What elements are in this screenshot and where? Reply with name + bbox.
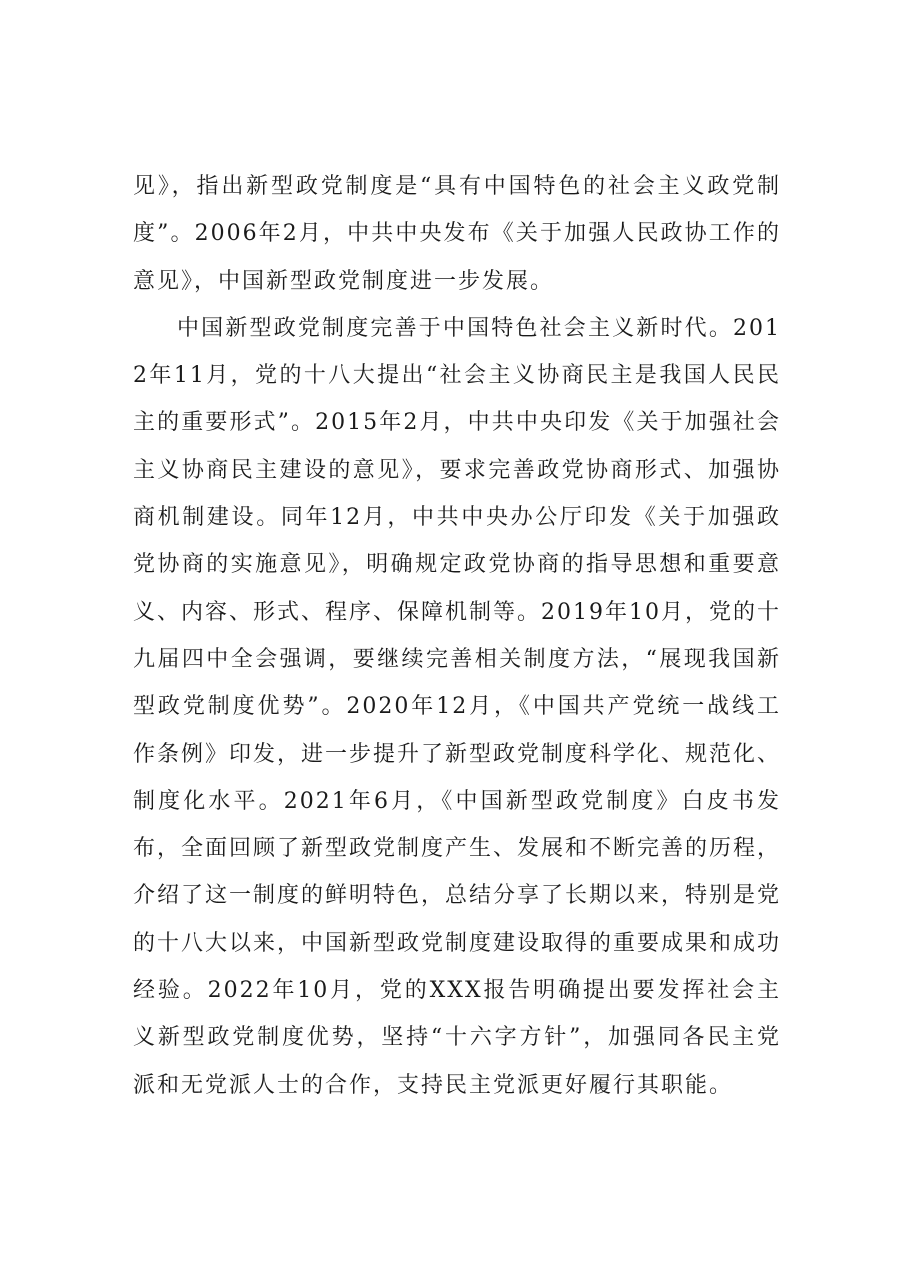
paragraph-new-era: 中国新型政党制度完善于中国特色社会主义新时代。2012年11月，党的十八大提出“社会主义协商民主是我国人民民主的重要形式”。2015年2月，中共中央印发《关于加强社会主义协商民主建设的意见》，要求完善政党协商形式、加强协商机制建设。同年12月，中共中央办公厅印发《关于加强政党协商的实施意见》，明确规定政党协商的指导思想和重要意义、内容、形式、程序、保障机制等。2019年10月，党的十九届四中全会强调，要继续完善相关制度方法，“展现我国新型政党制度优势”。2020年12月，《中国共产党统一战线工作条例》印发，进一步提升了新型政党制度科学化、规范化、制度化水平。2021年6月，《中国新型政党制度》白皮书发布，全面回顾了新型政党制度产生、发展和不断完善的历程，介绍了这一制度的鲜明特色，总结分享了长期以来，特别是党的十八大以来，中国新型政党制度建设取得的重要成果和成功经验。2022年10月，党的XXX报告明确提出要发挥社会主义新型政党制度优势，坚持“十六字方针”，加强同各民主党派和无党派人士的合作，支持民主党派更好履行其职能。: [133, 315, 782, 1098]
document-body: [133, 163, 781, 1109]
paragraph-continuation: 见》，指出新型政党制度是“具有中国特色的社会主义政党制度”。2006年2月，中共中央发布《关于加强人民政协工作的意见》，中国新型政党制度进一步发展。: [133, 174, 781, 294]
